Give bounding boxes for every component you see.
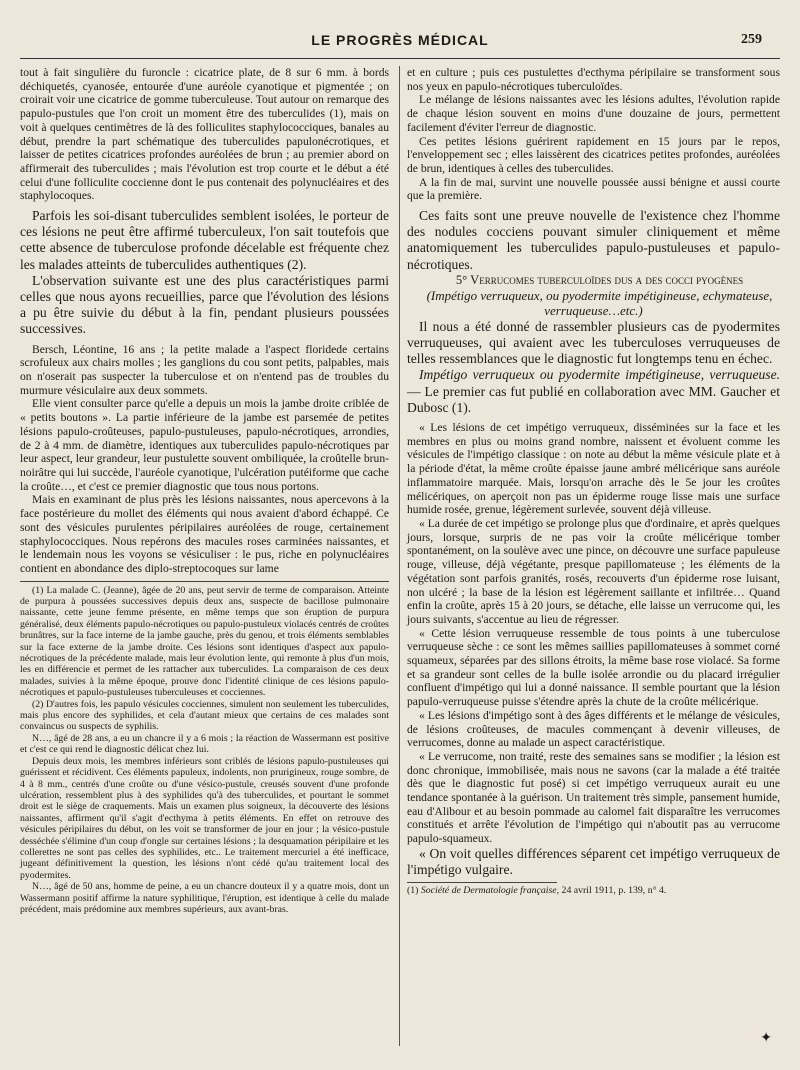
paragraph-text: — Le premier cas fut publié en collaboration avec MM. Gaucher et Dubosc (1). <box>407 383 780 415</box>
footnote-text: 24 avril 1911, p. 139, n° 4. <box>559 885 667 897</box>
running-header <box>0 30 800 52</box>
case-paragraph: Mais en examinant de plus près les lésions naissantes, nous apercevons à la face postérieure du mollet des éléments qui nous avaient d'abord échappé. Ce sont des vésicules purulentes péripilaires auréolées de rouge, certainement staphylococciques. Nous repérons des macules roses carminées naissantes, et le lendemain nous les voyons se vésiculiser : le pus, riche en polynucléaires contient en abondance des diplo-streptocoques sur lame <box>20 493 389 575</box>
footnote: N…, âgé de 50 ans, homme de peine, a eu un chancre douteux il y a quatre mois, dont un Wassermann positif affirme la nature syphilitique, l'éruption, est identique à celle du malade précédent, mais prédomine aux membres supérieurs, aux avant-bras. <box>20 881 389 915</box>
quotation: « Les lésions d'impétigo sont à des âges différents et le mélange de vésicules, de lésions croûteuses, de macules commençant à devenir villeuses, de verrucomes, donne au malade un aspect caractéristique. <box>407 708 780 750</box>
quotation: « La durée de cet impétigo se prolonge plus que d'ordinaire, et après quelques jours, lorsque, surpris de ne pas voir la croûte mélicérique tomber spontanément, on la soulève avec une pince, on découvre une surface papuleuse rouge, villeuse, déjà végétante, presque papillomateuse ; les éléments de la végétation sont parfois granités, rosés, recouverts d'un épiderme rose luisant, non ulcéré ; la base de la lésion est légèrement saillante et infiltrée… Quand enfin la croûte, après 15 à 20 jours, se détache, elle laisse un verrucome qui, les jours suivants, s'accentue au lieu de régresser. <box>407 516 780 626</box>
left-column <box>20 66 389 915</box>
footnote: (1) La malade C. (Jeanne), âgée de 20 ans, peut servir de terme de comparaison. Atteinte de purpura à poussées successives depuis deux ans, suspecte de bacillose pulmonaire naissante, cette jeune femme présente, en même temps que son éruption de purpura généralisé, deux éléments papulo-nécrotiques ou papulo-pustuleux violacés centrés de croûtes brunâtres, sur la face interne de la jambe gauche, près du genou, et trois éléments semblables sur la face externe de la jambe droite. Ces lésions sont identiques d'aspect aux papulo-nécrotiques de la précédente malade, mais leur évolution lente, qui remonte à plus d'un mois, les en différencie et permet de les rattacher aux tuberculides. La comparaison de ces deux malades, suivies à la même époque, prouve donc l'identité clinique de ces lésions papulo-nécrotiques et papulo-pustuleuses tuberculeuses et cocciennes. <box>20 584 389 699</box>
paragraph: tout à fait singulière du furoncle : cicatrice plate, de 8 sur 6 mm. à bords déchiquetés, cyanosée, entourée d'une auréole cyanotique et pigmentée ; on croirait voir une cicatrice de gomme tuberculeuse. Tout autour on remarque des papulo-pustules que l'on croit un moment être des tuberculides (1), mais on voit à quelques centimètres de là des folliculites staphylococciques, banales au début, prendre la part schématique des tuberculides papulonécrotiques, et laisser de petites cicatrices profondes auréolées de brun ; au premier abord on affirmerait des tuberculides ; mais l'évolution est trop courte et le début a été celui d'une folliculite coccienne dont le pus contenait des polynucléaires et des staphylocoques. <box>20 66 389 203</box>
footnote: Depuis deux mois, les membres inférieurs sont criblés de lésions papulo-pustuleuses qui guérissent et récidivent. Ces éléments papuleux, indolents, non prurigineux, rouge sombre, de 4 à 8 mm., centrés d'une croûte ou d'une vésico-pustule, creusés souvent d'une profonde ulcération, ressemblent plus à des syphilides qu'à des tuberculides, et pourtant le sommet droit est le siège de craquements. Mais un examen plus soigneux, la découverte des lésions naissantes, affirment qu'il s'agit d'ecthyma à petits éléments. En effet on retrouve des vésicules péripilaires du début, on les voit se transformer de jour en jour ; la vésico-pustule desséchée s'élimine d'un coup d'ongle sur certaines lésions ; la desquamation péripilaire et les collerettes ne sont pas celles des syphilides, etc.. Le traitement mercuriel a été inefficace, jugeant définitivement la question, les lésions n'ont cédé qu'au traitement local des pyodermites. <box>20 755 389 881</box>
journal-title: LE PROGRÈS MÉDICAL <box>311 32 489 48</box>
case-paragraph: Elle vient consulter parce qu'elle a depuis un mois la jambe droite criblée de « petits boutons ». La partie inférieure de la jambe est parsemée de petites lésions papulo-croûteuses, papulo-pustuleuses, papulo-nécrotiques, arrondies, de 2 à 4 mm. de diamètre, identiques aux tuberculides papulo-nécrotiques par leur aspect, leur grandeur, leur pustulette souvent ombiliquée, la croûtelle brun-noirâtre qui lui succède, l'auréole cyanotique, l'ulcération putéiforme que cache la croûte…, et c'est ce premier diagnostic que tous nous portons. <box>20 397 389 493</box>
footnote <box>407 885 780 896</box>
quotation: « On voit quelles différences séparent cet impétigo verruqueux de l'impétigo vulgaire. <box>407 845 780 878</box>
paragraph: L'observation suivante est une des plus caractéristiques parmi celles que nous ayons recueillies, parce que l'évolution des lésions a pu être suivie du début à la fin, pendant plusieurs poussées successives. <box>20 272 389 337</box>
section-title: 5° Verrucomes tuberculoïdes dus a des cocci pyogènes <box>455 272 744 287</box>
footnote-rule <box>20 581 389 582</box>
right-column <box>407 66 780 897</box>
footnote-rule <box>407 882 557 883</box>
quotation: « Cette lésion verruqueuse ressemble de tous points à une tuberculose verruqueuse sèche : ce sont les mêmes saillies papillomateuses à sommet corné squameux, séparées par des sillons étroits, la même base rose violacé. Sa forme et sa grandeur sont celles de la bulle isolée arrondie ou du placard irrégulier confluent d'impétigo qui lui a donné naissance. Il semble pourtant que la lésion papulo-verruqueuse puisse s'étendre après la chute de la croûte mélicérique. <box>407 626 780 709</box>
paragraph: Le mélange de lésions naissantes avec les lésions adultes, l'évolution rapide de chaque lésion souvent en moins d'une douzaine de jours, permettent facilement d'éviter l'erreur de diagnostic. <box>407 93 780 134</box>
paragraph: Ces faits sont une preuve nouvelle de l'existence chez l'homme des nodules cocciens pouvant simuler cliniquement et même anatomiquement les tuberculides papulo-pustuleuses et papulo-nécrotiques. <box>407 208 780 272</box>
page-number: 259 <box>741 32 762 47</box>
italic-lead: Impétigo verruqueux ou pyodermite impétigineuse, verruqueuse. <box>419 367 780 383</box>
footnote: N…, âgé de 28 ans, a eu un chancre il y a 6 mois ; la réaction de Wassermann est positive et c'est ce qui rend le diagnostic délicat chez lui. <box>20 732 389 756</box>
footnote: (2) D'autres fois, les papulo vésicules cocciennes, simulent non seulement les tuberculides, mais plus encore des syphilides, et cela d'autant mieux que certains de ces malades sont convaincus ou suspects de syphilis. <box>20 698 389 733</box>
header-rule <box>20 58 780 59</box>
section-subtitle: (Impétigo verruqueux, ou pyodermite impétigineuse, echymateuse, verruqueuse…etc.) <box>426 287 773 319</box>
paragraph <box>407 367 780 416</box>
paragraph: A la fin de mai, survint une nouvelle poussée aussi bénigne et aussi courte que la première. <box>407 175 780 203</box>
case-paragraph: Bersch, Léontine, 16 ans ; la petite malade a l'aspect floridede certains scrofuleux aux chairs molles ; les ganglions du cou sont petits, palpables, mais on n'oserait pas suspecter la tuberculose et on n'entend pas de troubles du murmure vésiculaire aux deux sommets. <box>20 342 389 397</box>
quotation: « Les lésions de cet impétigo verruqueux, disséminées sur la face et les membres en plus ou moins grand nombre, naissent et évoluent comme les vésicules de l'impétigo classique : on note au début la même vésicule plate et à la période d'état, la même croûte épaisse jaune ambré mélicérique sans auréole inflammatoire marquée. Mais, lorsqu'on arrache dès le 5e jour les croûtes mélicériques, on aperçoit non pas un épiderme rouge lisse mais une surface humide rosée, grenue, légèrement surlevée, souvent déjà villeuse. <box>407 421 780 517</box>
quotation: « Le verrucome, non traité, reste des semaines sans se modifier ; la lésion est donc chronique, immobilisée, mais nous ne savons (car la malade a été traitée dès que le diagnostic fut posé) si cet impétigo verruqueux aurait eu une tendance spontanée à la guérison. Un traitement très simple, pansement humide, eau d'Alibour et au besoin pommade au calomel fait disparaître les verrucomes constitués et arrête l'évolution de l'impétigo qui n'aboutit pas au verrucome papulo-squameux. <box>407 749 780 846</box>
paragraph: Il nous a été donné de rassembler plusieurs cas de pyodermites verruqueuses, qui avaient avec les tuberculoses verruqueuses de telles ressemblances que le diagnostic fut longtemps tenu en échec. <box>407 318 780 367</box>
paragraph: et en culture ; puis ces pustulettes d'ecthyma péripilaire se transforment sous nos yeux en papulo-nécrotiques tuberculoïdes. <box>407 66 780 93</box>
paragraph: Ces petites lésions guérirent rapidement en 15 jours par le repos, l'enveloppement sec ; elles laissèrent des cicatrices petites profondes, auréolées de brun, identiques à celles des tuberculides. <box>407 134 780 175</box>
paragraph: Parfois les soi-disant tuberculides semblent isolées, le porteur de ces lésions ne peut être affirmé tuberculeux, l'on sait toutefois que cette absence de tuberculose profonde décelable est fréquente chez les malades atteints de tuberculides authentiques (2). <box>20 208 389 272</box>
footnote-marker: (1) <box>407 885 421 897</box>
column-divider <box>399 66 400 1046</box>
footnote-source: Société de Dermatologie française, <box>420 885 560 897</box>
fleuron-ornament-icon: ✦ <box>760 1031 772 1046</box>
